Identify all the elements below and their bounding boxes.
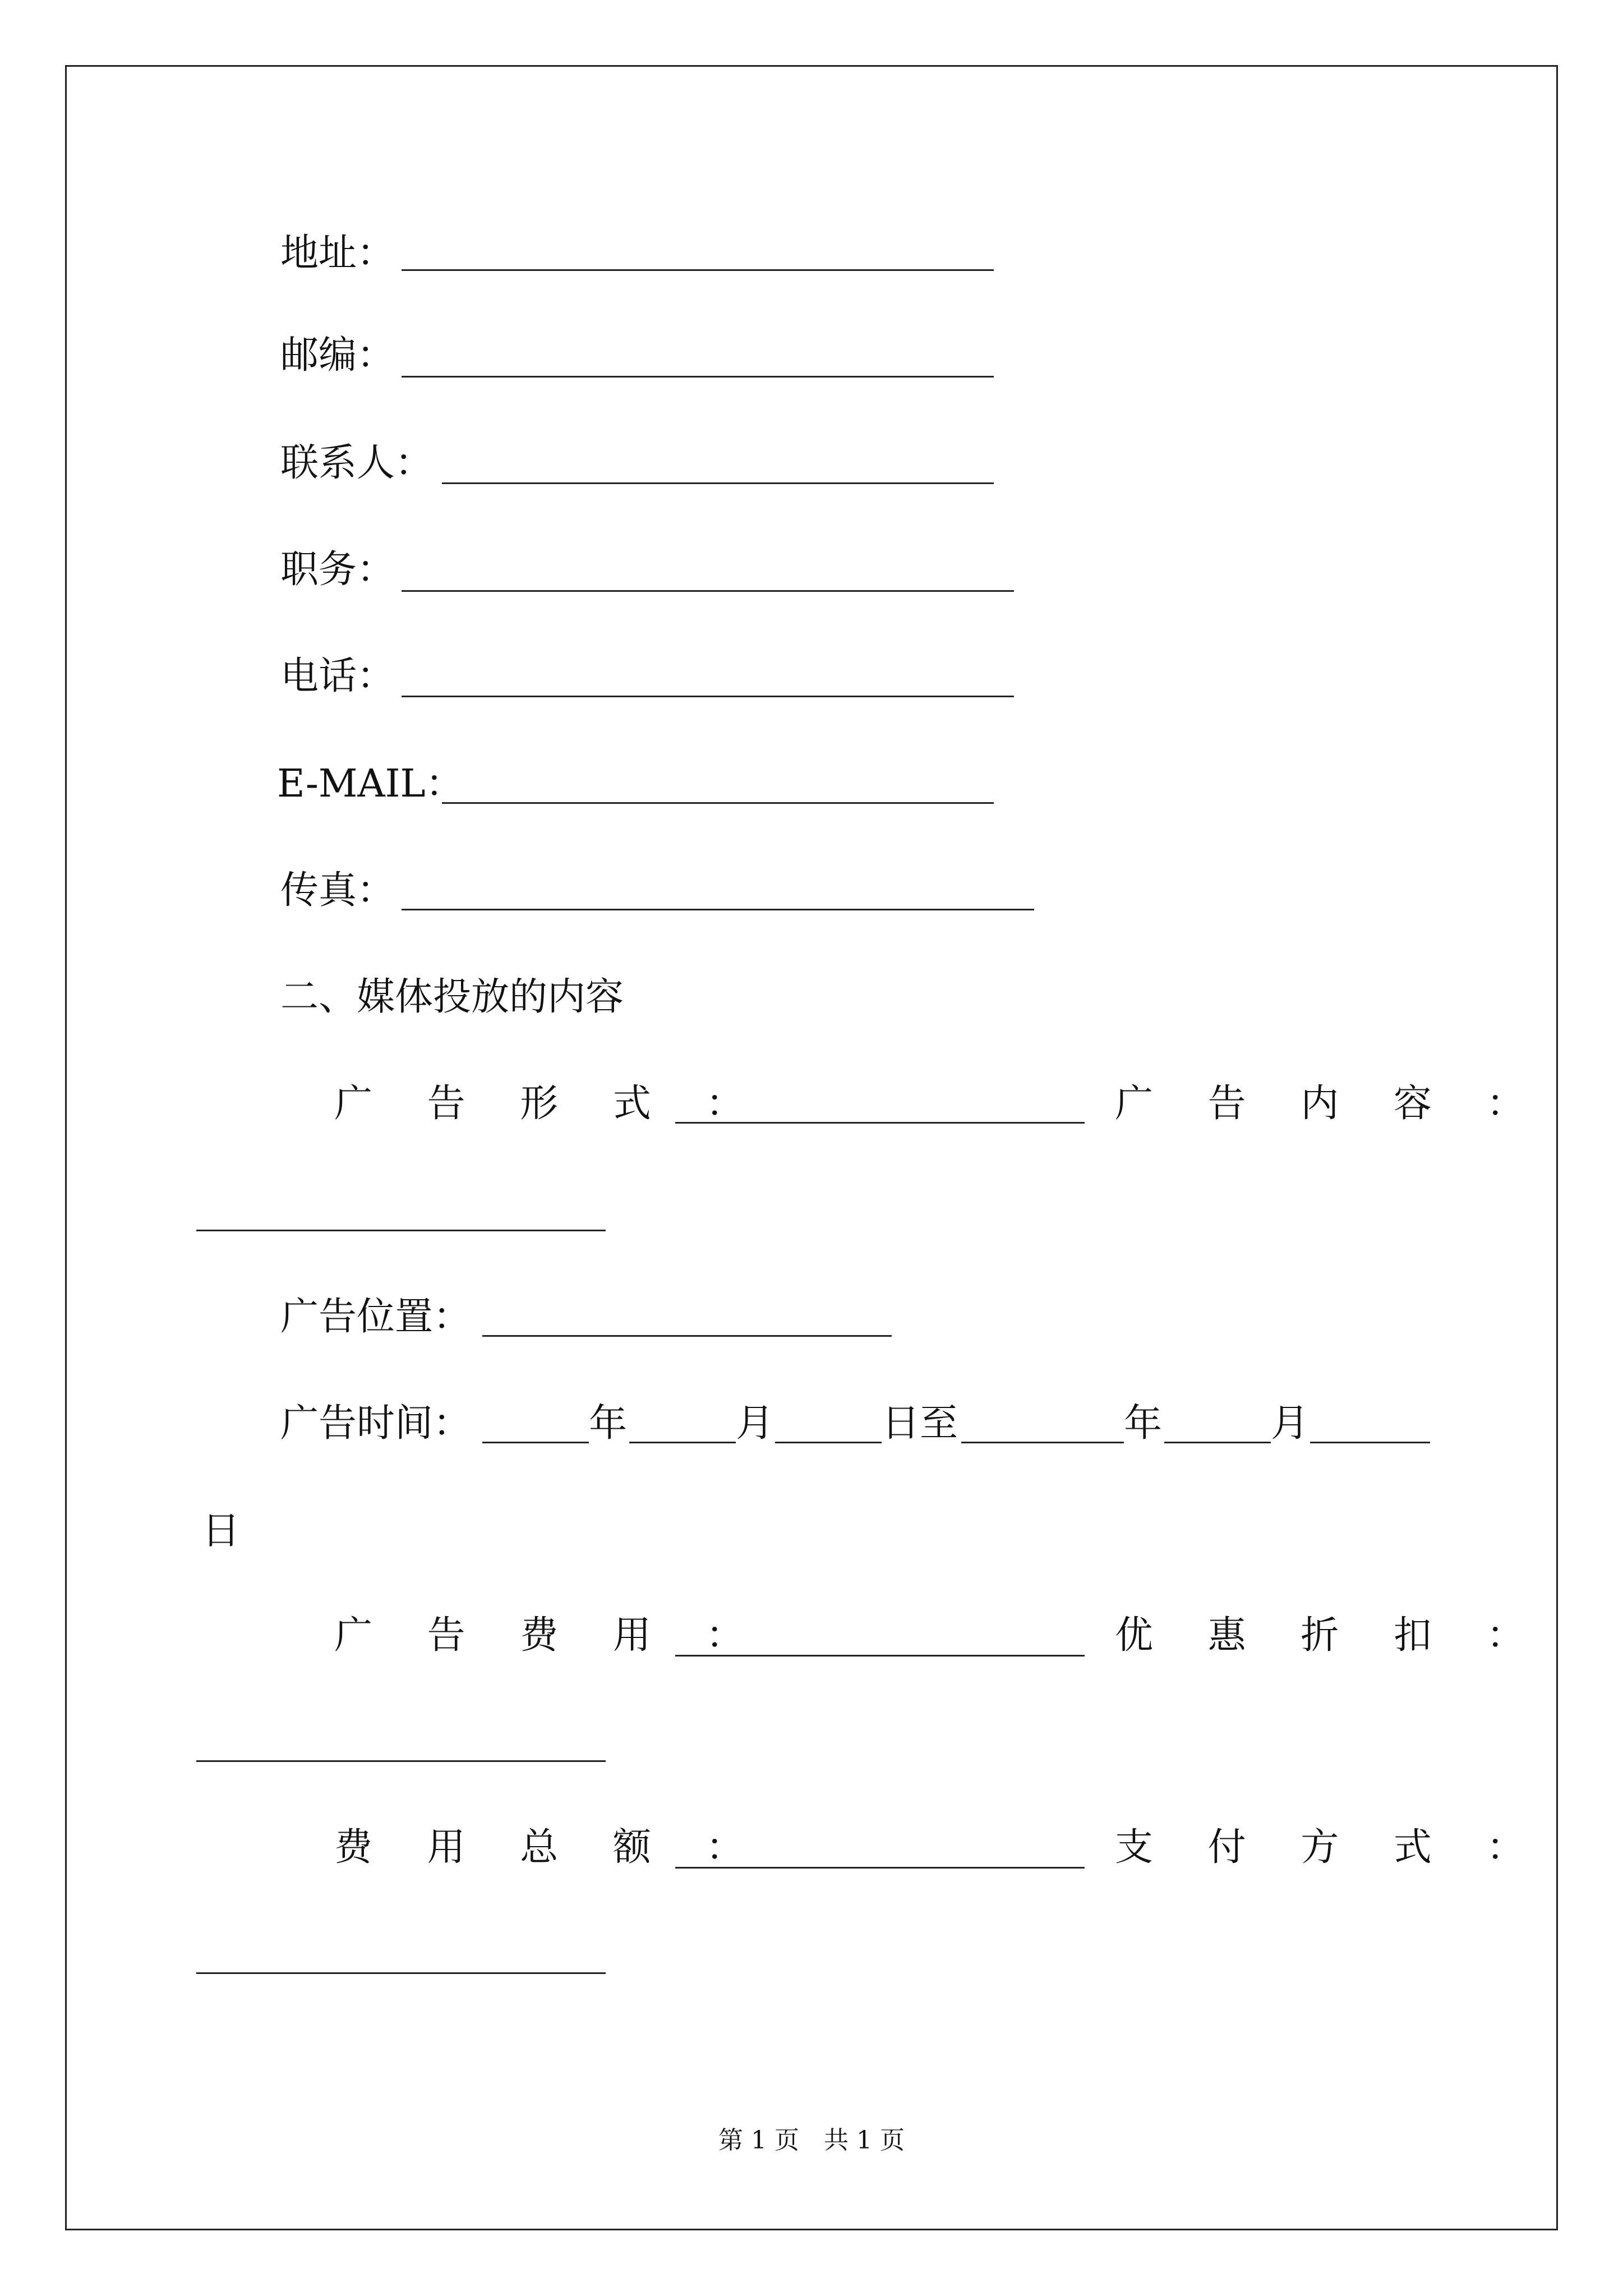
- ad-position-label: 广告位置：: [280, 1295, 472, 1339]
- discount-field[interactable]: [196, 1760, 606, 1762]
- ad-time-day2: 日: [202, 1509, 241, 1553]
- fax-label: 传真：: [280, 868, 395, 913]
- phone-label: 电话：: [280, 654, 395, 698]
- address-field[interactable]: [402, 269, 994, 271]
- position-field[interactable]: [402, 590, 1014, 592]
- ad-fee-label: 广 告 费 用 ：: [334, 1613, 766, 1658]
- ad-time-month2: 月: [1271, 1401, 1310, 1446]
- page-number: 第 1 页 共 1 页: [718, 2126, 905, 2155]
- position-label: 职务：: [280, 547, 395, 592]
- email-label: E-MAIL：: [277, 762, 464, 806]
- postcode-field[interactable]: [402, 376, 994, 378]
- ad-form-label: 广 告 形 式 ：: [334, 1082, 766, 1126]
- ad-time-month1: 月: [736, 1401, 774, 1446]
- ad-fee-field[interactable]: [675, 1655, 1085, 1657]
- ad-time-end-year-field[interactable]: [961, 1442, 1124, 1443]
- contact-person-label: 联系人：: [280, 441, 434, 485]
- ad-content-field[interactable]: [196, 1230, 606, 1231]
- ad-time-label: 广告时间：: [280, 1401, 472, 1446]
- ad-time-year2: 年: [1124, 1401, 1163, 1446]
- ad-form-field[interactable]: [675, 1122, 1085, 1124]
- fax-field[interactable]: [402, 909, 1034, 910]
- address-label: 地址：: [280, 231, 395, 275]
- total-field[interactable]: [675, 1867, 1085, 1869]
- ad-time-end-day-field[interactable]: [1310, 1442, 1430, 1443]
- discount-label: 优 惠 折 扣 ：: [1115, 1613, 1546, 1658]
- page-border: [65, 65, 1558, 2230]
- ad-time-day-to: 日至: [882, 1401, 958, 1446]
- payment-label: 支 付 方 式 ：: [1115, 1825, 1546, 1870]
- ad-time-start-month-field[interactable]: [629, 1442, 736, 1443]
- ad-time-start-day-field[interactable]: [775, 1442, 882, 1443]
- section-heading: 二、媒体投放的内容: [280, 975, 624, 1019]
- ad-content-label: 广 告 内 容 ：: [1115, 1082, 1546, 1126]
- email-field[interactable]: [442, 802, 994, 804]
- contact-person-field[interactable]: [442, 482, 994, 484]
- ad-time-end-month-field[interactable]: [1164, 1442, 1271, 1443]
- ad-position-field[interactable]: [482, 1335, 892, 1337]
- phone-field[interactable]: [402, 696, 1014, 697]
- postcode-label: 邮编：: [280, 333, 395, 378]
- ad-time-start-year-field[interactable]: [482, 1442, 589, 1443]
- payment-field[interactable]: [196, 1972, 606, 1974]
- total-label: 费 用 总 额 ：: [334, 1825, 766, 1870]
- ad-time-year1: 年: [589, 1401, 628, 1446]
